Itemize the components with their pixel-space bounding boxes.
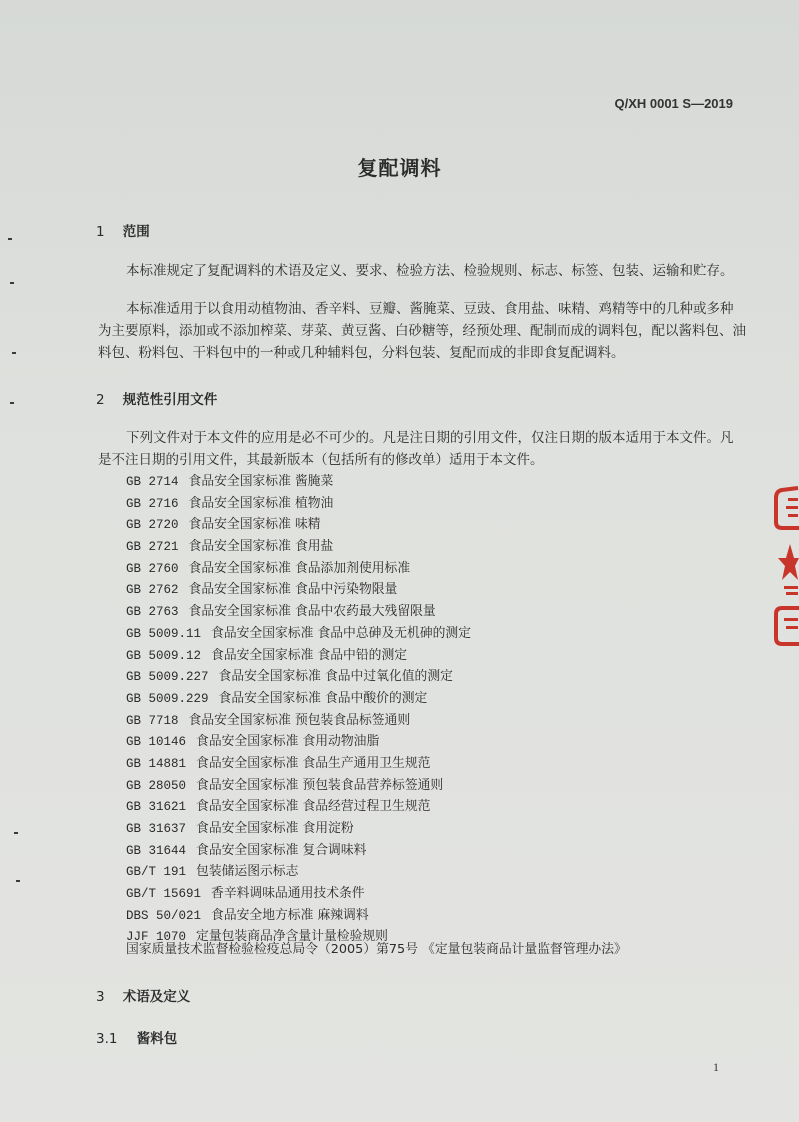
- reference-item: [126, 623, 746, 645]
- reference-title: 食品安全国家标准 酱腌菜: [188, 474, 334, 489]
- reference-code: JJF 1070: [126, 930, 187, 945]
- reference-item: [126, 775, 746, 797]
- reference-item: [126, 883, 746, 905]
- reference-item: [126, 840, 746, 862]
- scope-paragraph-1: 本标准规定了复配调料的术语及定义、要求、检验方法、检验规则、标志、标签、包装、运输和贮存。: [126, 263, 734, 279]
- reference-code: GB 5009.227: [126, 670, 209, 685]
- reference-title: 包装储运图示标志: [196, 864, 299, 880]
- standard-code: Q/XH 0001 S—2019: [614, 96, 733, 111]
- scan-mark: [10, 282, 14, 284]
- reference-item: [126, 493, 746, 515]
- section-number: 3.1: [96, 1031, 118, 1047]
- reference-code: GB 2720: [126, 518, 179, 533]
- reference-title: 食品安全国家标准 复合调味料: [196, 842, 367, 858]
- reference-item: [126, 818, 746, 840]
- reference-code: GB 2762: [126, 583, 179, 598]
- reference-item: [126, 905, 746, 927]
- reference-code: GB/T 191: [126, 865, 187, 880]
- reference-title: 食品安全国家标准 食用淀粉: [196, 821, 354, 836]
- section-number: 1: [96, 224, 105, 240]
- reference-title: 食品安全国家标准 食品中铅的测定: [211, 647, 408, 663]
- reference-title: 食品安全国家标准 食品中污染物限量: [188, 582, 398, 598]
- reference-title: 食品安全国家标准 食品经营过程卫生规范: [196, 799, 431, 815]
- section-title: 范围: [122, 224, 150, 240]
- reference-title: 食品安全国家标准 食品生产通用卫生规范: [196, 755, 431, 771]
- reference-title: 香辛料调味品通用技术条件: [211, 886, 365, 902]
- page-number: 1: [713, 1060, 719, 1074]
- red-seal-stamp: [768, 482, 799, 650]
- section-title: 规范性引用文件: [122, 392, 218, 408]
- scan-mark: [12, 352, 16, 354]
- reference-title: 食品安全国家标准 食品中农药最大残留限量: [188, 604, 436, 620]
- reference-code: GB 2760: [126, 561, 179, 576]
- document-title: 复配调料: [357, 156, 442, 180]
- reference-item: [126, 796, 746, 818]
- reference-title: 食品安全国家标准 味精: [188, 517, 321, 533]
- reference-title: 食品安全国家标准 食品中过氧化值的测定: [218, 669, 453, 685]
- reference-item: [126, 731, 746, 753]
- reference-list: [126, 471, 746, 948]
- reference-title: 食品安全国家标准 食用盐: [188, 539, 334, 555]
- reference-code: GB 5009.11: [126, 626, 202, 641]
- reference-code: GB 2716: [126, 496, 179, 511]
- reference-code: GB 5009.12: [126, 648, 202, 663]
- reference-code: DBS 50/021: [126, 908, 202, 923]
- refs-intro-paragraph: 下列文件对于本文件的应用是必不可少的。凡是注日期的引用文件，仅注日期的版本适用于本文件。凡是不注日期的引用文件，其最新版本（包括所有的修改单）适用于本文件。: [98, 430, 734, 468]
- section-2-heading: [96, 388, 217, 408]
- reference-item: [126, 710, 746, 732]
- reference-code: GB 10146: [126, 735, 187, 750]
- reference-title: 食品安全国家标准 植物油: [188, 495, 334, 511]
- reference-code: GB 28050: [126, 778, 187, 793]
- reference-code: GB 2763: [126, 605, 179, 620]
- scan-mark: [14, 832, 18, 834]
- reference-code: GB 31644: [126, 843, 187, 858]
- reference-title: 定量包装商品净含量计量检验规则: [196, 929, 388, 945]
- reference-code: GB 7718: [126, 713, 179, 728]
- reference-title: 食品安全国家标准 食品添加剂使用标准: [188, 560, 411, 576]
- reference-item: [126, 536, 746, 558]
- section-number: 3: [96, 989, 105, 1005]
- reference-code: GB 2714: [126, 475, 179, 489]
- reference-item: [126, 558, 746, 580]
- scan-mark: [10, 402, 14, 404]
- decree-reference: 国家质量技术监督检验检疫总局令（2005）第75号 《定量包装商品计量监督管理办法》: [126, 942, 627, 957]
- reference-item: [126, 579, 746, 601]
- scope-paragraph-2: 本标准适用于以食用动植物油、香辛料、豆瓣、酱腌菜、豆豉、食用盐、味精、鸡精等中的几种或多种为主要原料，添加或不添加榨菜、芽菜、黄豆酱、白砂糖等，经预处理、配制而成的调料包，配以酱料包、油料包、粉料包、干料包中的一种或几种辅料包，分料包装、复配而成的非即食复配调料。: [98, 301, 746, 361]
- reference-item: [126, 753, 746, 775]
- reference-code: GB 5009.229: [126, 691, 209, 706]
- reference-code: GB 14881: [126, 756, 187, 771]
- section-1-heading: [96, 220, 150, 240]
- reference-item: [126, 471, 746, 493]
- reference-title: 食品安全国家标准 食品中总砷及无机砷的测定: [211, 625, 472, 641]
- section-number: 2: [96, 392, 105, 408]
- section-title: 术语及定义: [122, 989, 191, 1005]
- reference-item: [126, 514, 746, 536]
- reference-code: GB/T 15691: [126, 887, 202, 902]
- scan-mark: [8, 238, 12, 240]
- reference-title: 食品安全地方标准 麻辣调料: [211, 907, 369, 923]
- reference-code: GB 31637: [126, 822, 187, 836]
- reference-code: GB 31621: [126, 800, 187, 815]
- reference-title: 食品安全国家标准 预包装食品标签通则: [188, 712, 411, 728]
- reference-item: [126, 688, 746, 710]
- reference-item: [126, 861, 746, 883]
- reference-item: [126, 666, 746, 688]
- subsection-3-1-heading: [96, 1027, 177, 1047]
- reference-title: 食品安全国家标准 预包装食品营养标签通则: [196, 777, 444, 793]
- reference-title: 食品安全国家标准 食品中酸价的测定: [218, 690, 428, 706]
- reference-title: 食品安全国家标准 食用动物油脂: [196, 734, 380, 750]
- reference-code: GB 2721: [126, 540, 179, 555]
- reference-item: [126, 601, 746, 623]
- section-title: 酱料包: [136, 1031, 178, 1047]
- reference-item: [126, 645, 746, 667]
- section-3-heading: [96, 985, 190, 1005]
- scan-mark: [16, 880, 20, 882]
